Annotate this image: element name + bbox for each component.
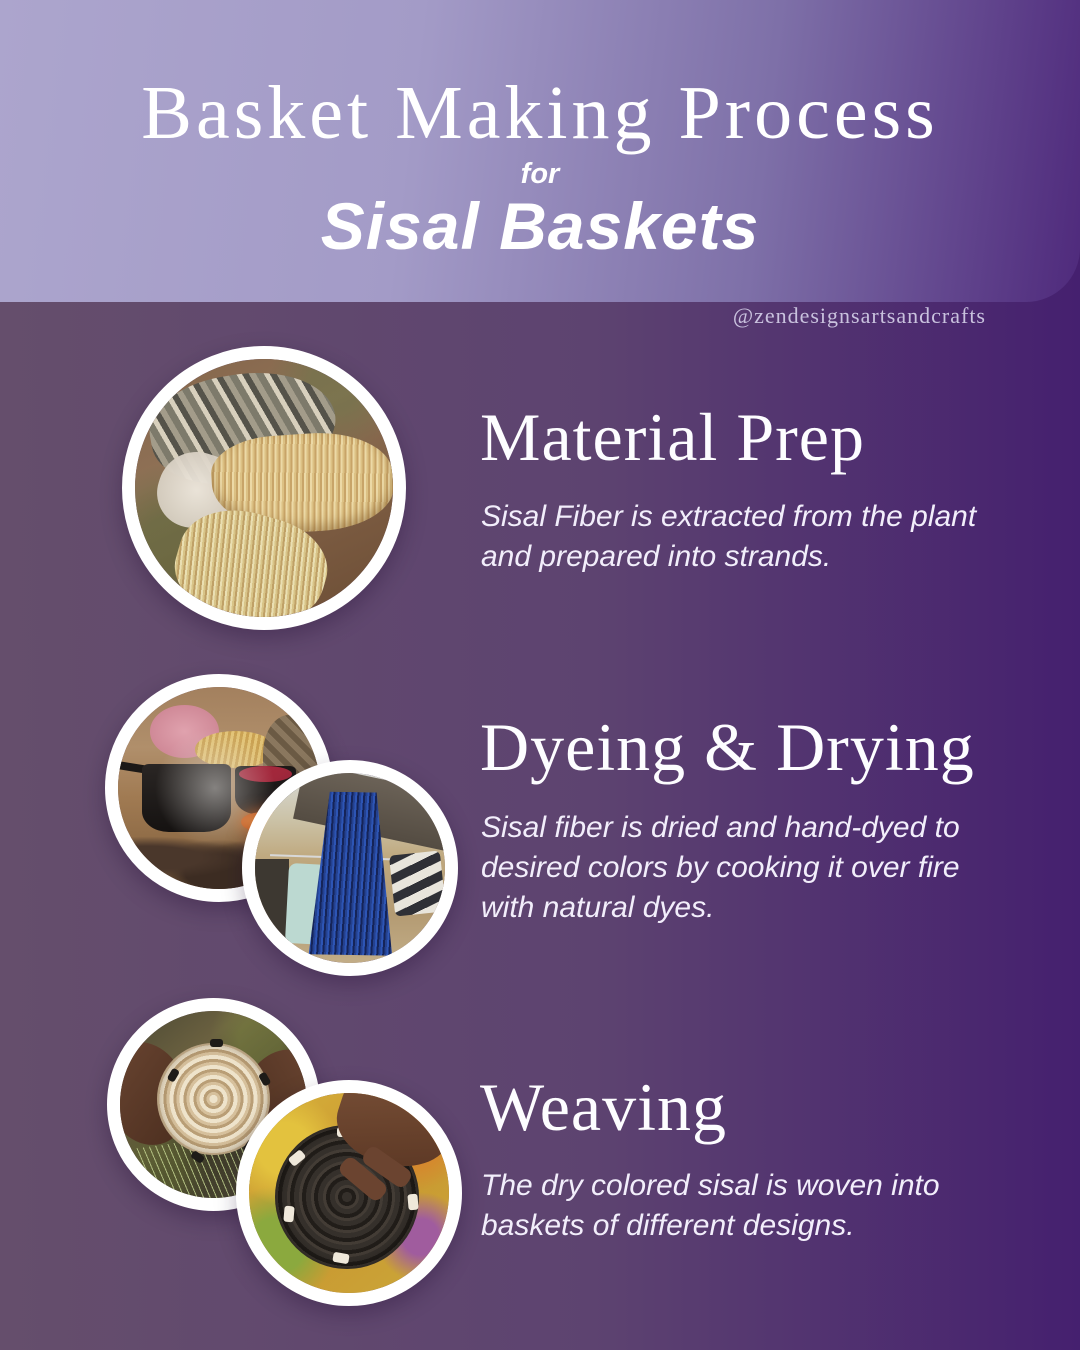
step-description-dyeing-drying: Sisal fiber is dried and hand-dyed to desired colors by cooking it over fire with natural dyes. — [481, 811, 960, 924]
step-title-weaving: Weaving — [480, 1069, 727, 1145]
poster-subtitle: Sisal Baskets — [320, 189, 760, 263]
basket-white-accent — [283, 1206, 294, 1223]
poster-title-connector: for — [520, 158, 560, 190]
basket-white-accent — [407, 1194, 418, 1211]
blue-dyed-fiber-drying-photo — [242, 760, 458, 976]
weaving-black-basket-photo — [236, 1080, 462, 1306]
striped-bag-art — [389, 850, 446, 916]
step-title-dyeing-drying: Dyeing & Drying — [480, 709, 975, 785]
poster-title: Basket Making Process — [141, 71, 939, 155]
basket-black-accent — [210, 1039, 223, 1047]
doorway-art — [255, 859, 289, 950]
step-description-weaving: The dry colored sisal is woven into baskets of different designs. — [481, 1169, 940, 1242]
step-description-material-prep: Sisal Fiber is extracted from the plant and prepared into strands. — [481, 500, 977, 573]
step-title-material-prep: Material Prep — [480, 399, 865, 475]
watermark-handle: @zendesignsartsandcrafts — [732, 303, 986, 328]
raw-sisal-fiber-drying-photo — [122, 346, 406, 630]
